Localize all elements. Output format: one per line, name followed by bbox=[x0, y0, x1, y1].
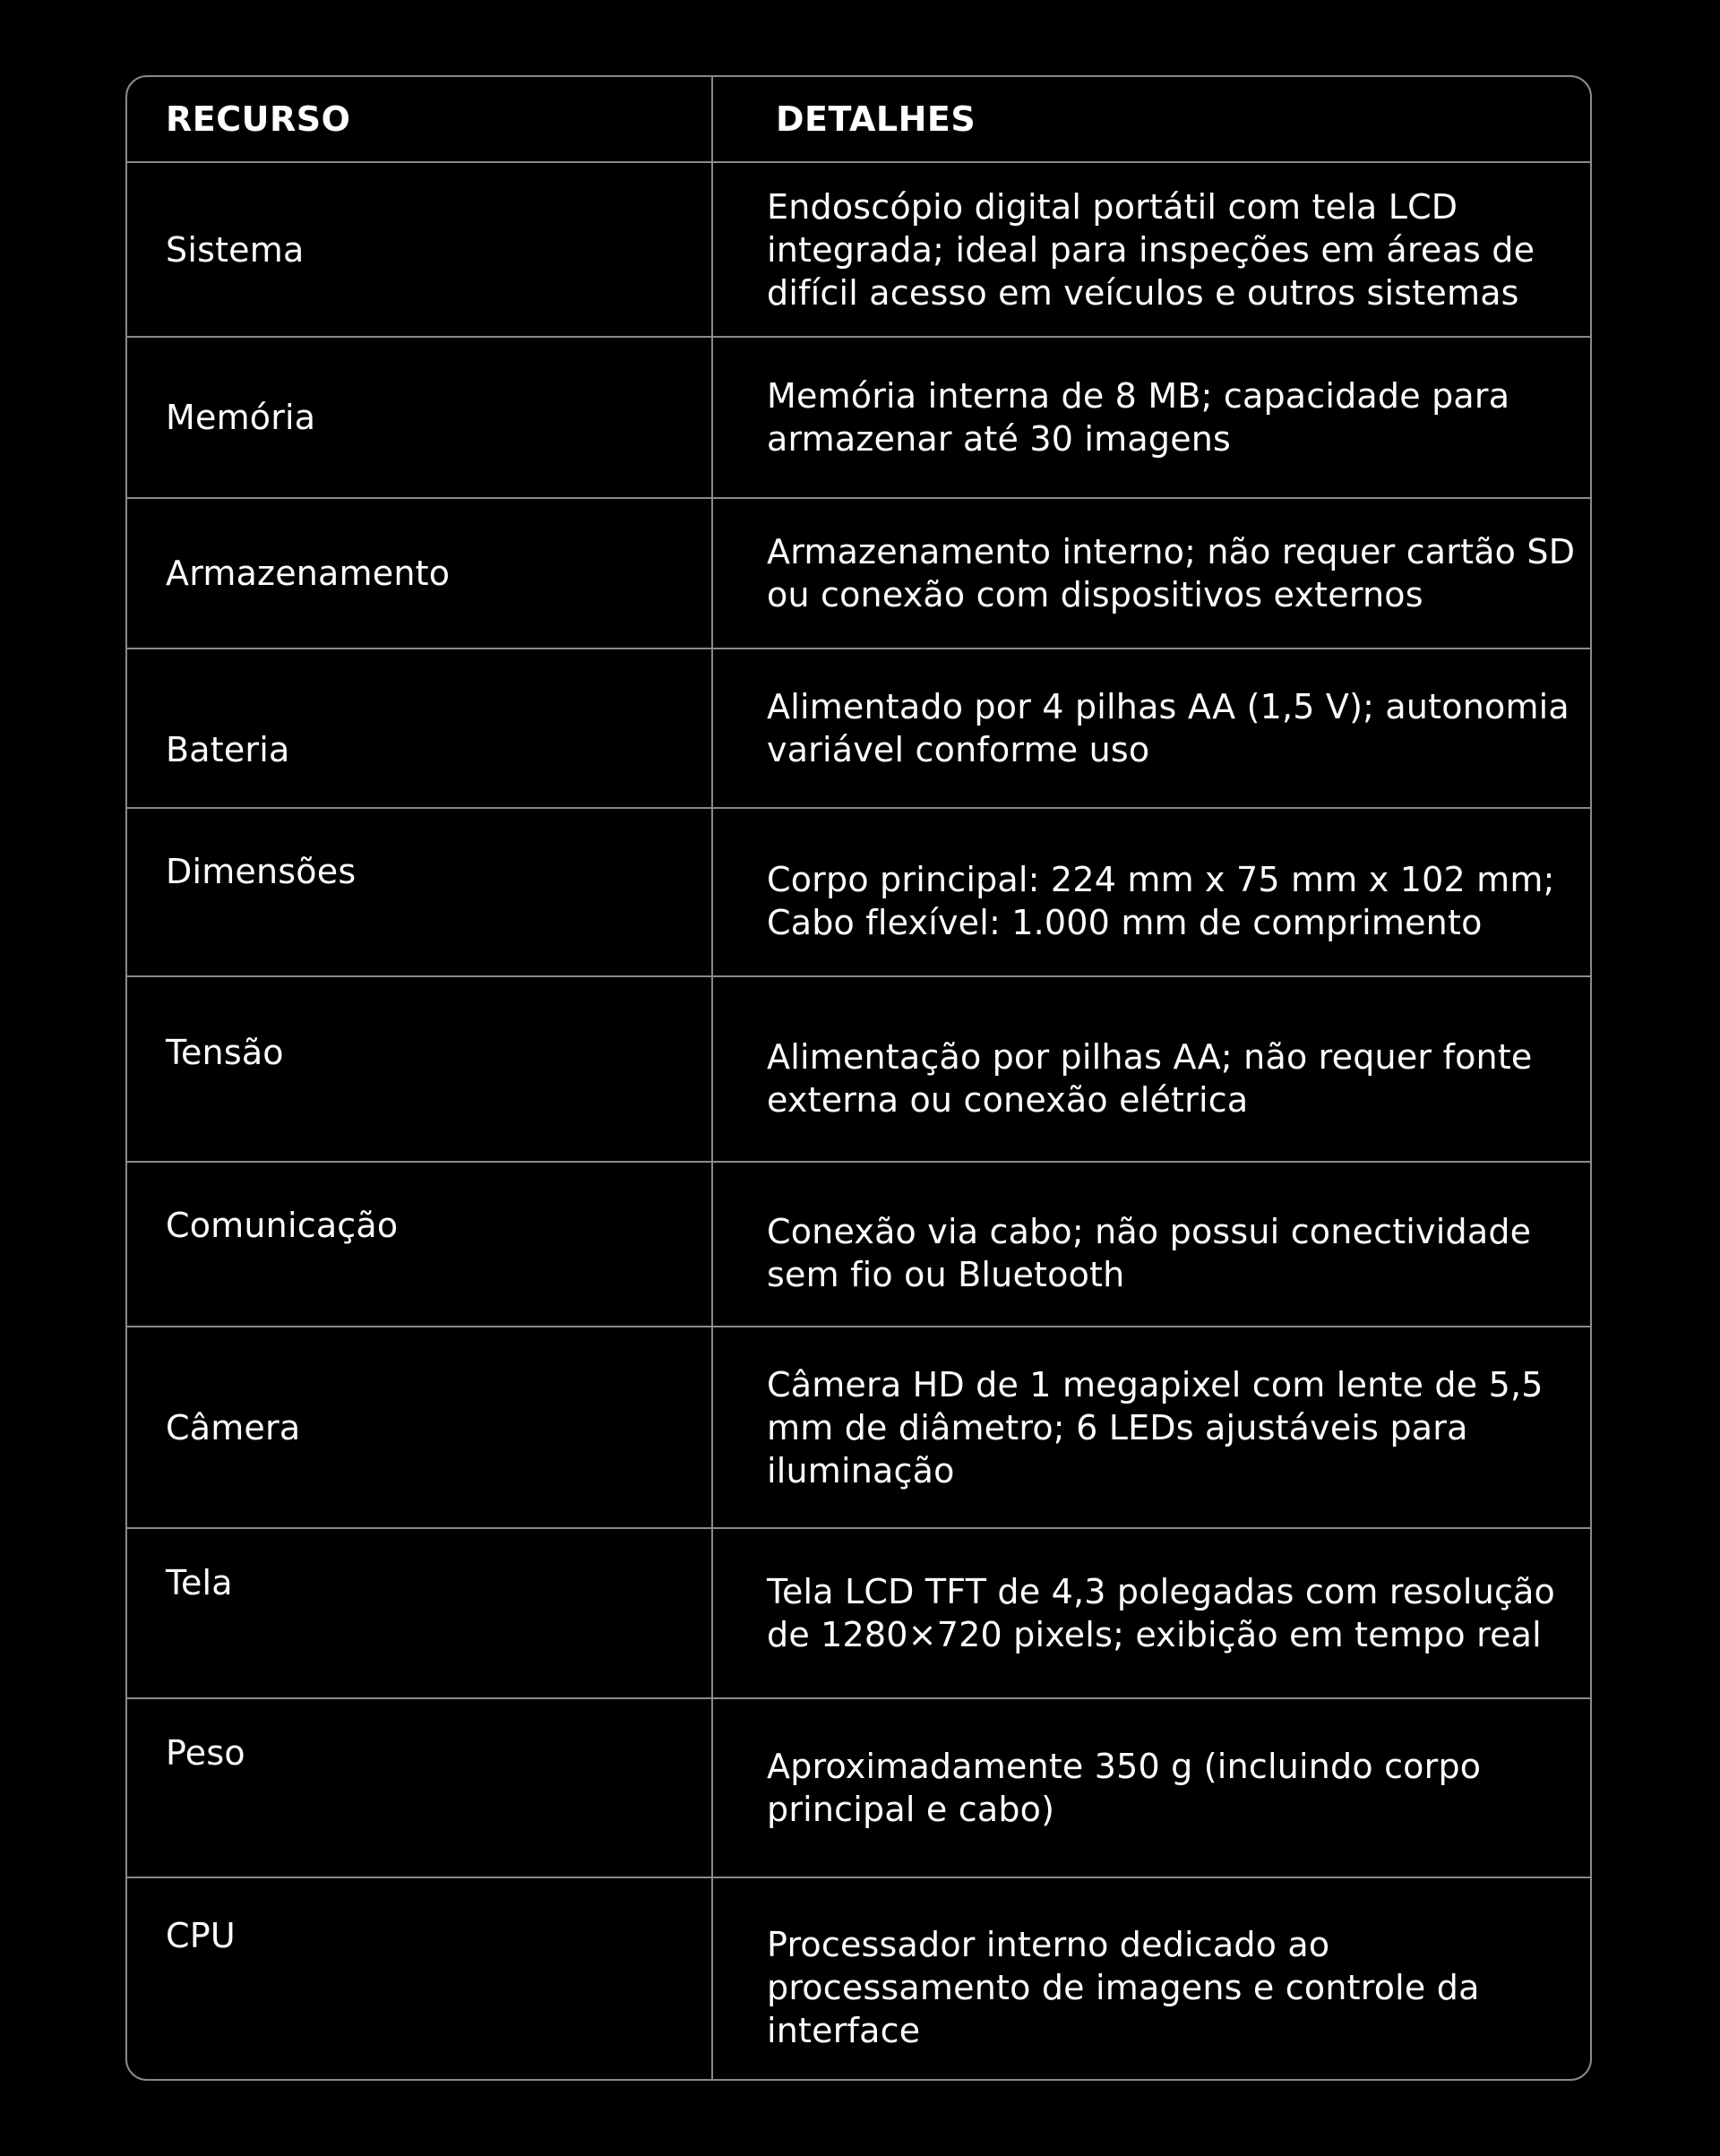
details-text: Endoscópio digital portátil com tela LCD integrada; ideal para inspeções em áreas de difícil acesso em veículos e outros sistemas bbox=[767, 186, 1535, 313]
details-cell bbox=[713, 1327, 1590, 1527]
details-cell bbox=[713, 163, 1590, 336]
feature-cell: Tensão bbox=[127, 977, 713, 1161]
details-text: Armazenamento interno; não requer cartão SD ou conexão com dispositivos externos bbox=[767, 532, 1576, 614]
details-cell bbox=[713, 649, 1590, 807]
details-text: Processador interno dedicado ao processamento de imagens e controle da interface bbox=[767, 1925, 1480, 2050]
details-cell bbox=[713, 338, 1590, 497]
feature-cell: Peso bbox=[127, 1699, 713, 1877]
feature-cell: Armazenamento bbox=[127, 499, 713, 648]
details-text: Conexão via cabo; não possui conectividade sem fio ou Bluetooth bbox=[767, 1212, 1532, 1294]
feature-cell: Comunicação bbox=[127, 1163, 713, 1326]
feature-cell: Memória bbox=[127, 338, 713, 497]
feature-cell: Dimensões bbox=[127, 809, 713, 975]
feature-cell: Sistema bbox=[127, 163, 713, 336]
feature-cell: CPU bbox=[127, 1878, 713, 2079]
table-row bbox=[127, 1527, 1590, 1697]
table-row bbox=[127, 336, 1590, 497]
details-cell bbox=[713, 1699, 1590, 1877]
table-row bbox=[127, 1877, 1590, 2079]
table-row bbox=[127, 497, 1590, 648]
table-row bbox=[127, 1697, 1590, 1877]
details-text: Alimentação por pilhas AA; não requer fonte externa ou conexão elétrica bbox=[767, 1036, 1533, 1120]
table-row bbox=[127, 1326, 1590, 1527]
details-text: Câmera HD de 1 megapixel com lente de 5,5 mm de diâmetro; 6 LEDs ajustáveis para iluminação bbox=[767, 1364, 1544, 1490]
feature-cell: Bateria bbox=[127, 649, 713, 807]
details-cell bbox=[713, 1529, 1590, 1697]
feature-cell: Tela bbox=[127, 1529, 713, 1697]
details-cell bbox=[713, 1878, 1590, 2079]
table-row bbox=[127, 1161, 1590, 1326]
details-cell bbox=[713, 977, 1590, 1161]
spec-table bbox=[125, 75, 1592, 2081]
table-row bbox=[127, 807, 1590, 975]
table-row bbox=[127, 648, 1590, 807]
details-text: Aproximadamente 350 g (incluindo corpo principal e cabo) bbox=[767, 1747, 1482, 1829]
details-cell bbox=[713, 1163, 1590, 1326]
details-text: Alimentado por 4 pilhas AA (1,5 V); autonomia variável conforme uso bbox=[767, 687, 1570, 769]
details-text: Tela LCD TFT de 4,3 polegadas com resolução de 1280×720 pixels; exibição em tempo real bbox=[767, 1572, 1556, 1654]
table-header-row bbox=[127, 77, 1590, 161]
details-cell bbox=[713, 499, 1590, 648]
header-feature: RECURSO bbox=[127, 77, 713, 161]
table-row bbox=[127, 161, 1590, 336]
details-text: Corpo principal: 224 mm x 75 mm x 102 mm; Cabo flexível: 1.000 mm de comprimento bbox=[767, 860, 1555, 942]
feature-cell: Câmera bbox=[127, 1327, 713, 1527]
details-cell bbox=[713, 809, 1590, 975]
table-row bbox=[127, 975, 1590, 1161]
details-text: Memória interna de 8 MB; capacidade para armazenar até 30 imagens bbox=[767, 376, 1510, 459]
header-details: DETALHES bbox=[776, 99, 976, 139]
